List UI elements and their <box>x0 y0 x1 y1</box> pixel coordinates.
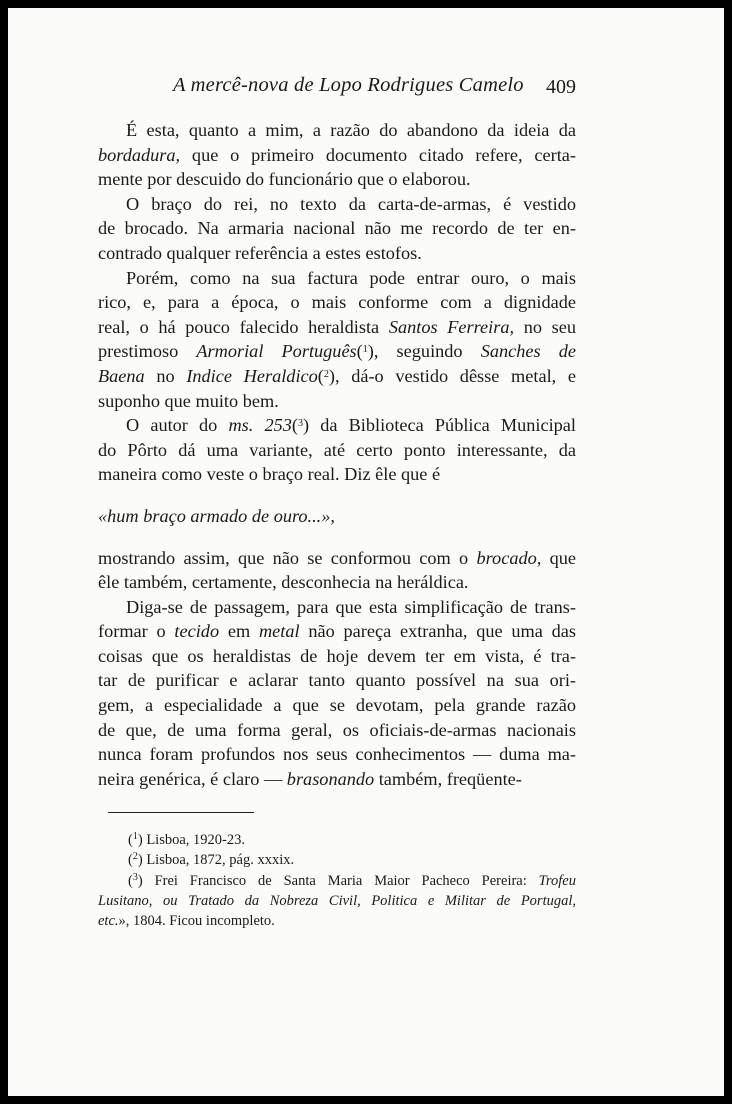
text-run: formar o <box>98 621 175 642</box>
page-number: 409 <box>546 76 576 98</box>
text-line <box>98 462 576 487</box>
footnote-number: 3 <box>298 418 303 430</box>
text-run: », 1804. Ficou incompleto. <box>118 913 275 930</box>
footnote-ref: ($^3$) <box>291 415 310 436</box>
body-text <box>98 118 576 791</box>
text-run: neira genérica, é claro — <box>98 768 287 789</box>
italic-text: brasonando <box>286 768 375 789</box>
text-line <box>98 619 576 644</box>
text-run: O autor do <box>126 415 229 436</box>
italic-text: Baena <box>98 365 145 386</box>
text-run: contrado qualquer referência a estes estofos. <box>98 242 422 263</box>
text-run: também, freqüente- <box>374 768 522 789</box>
text-line <box>98 290 576 315</box>
running-title: A mercê-nova de Lopo Rodrigues Camelo <box>173 74 524 96</box>
text-run: tar de purificar e aclarar tanto quanto possível na sua ori- <box>98 670 576 691</box>
footnote-ref: ($^1$) <box>128 831 143 848</box>
text-run: que <box>541 547 576 568</box>
footnote-line <box>98 911 576 931</box>
text-run: coisas que os heraldistas de hoje devem ter em vista, é tra- <box>98 645 576 666</box>
text-line <box>98 266 576 291</box>
italic-text: bordadura, <box>98 144 181 165</box>
text-run: , dá-o vestido dêsse metal, e <box>334 365 577 386</box>
text-run: nunca foram profundos nos seus conhecimentos — duma ma- <box>98 744 576 765</box>
text-run: da Biblioteca Pública Municipal <box>309 415 576 436</box>
text-run: real, o há pouco falecido heraldista <box>98 316 389 337</box>
text-line <box>98 546 576 571</box>
footnote-rule <box>108 812 254 813</box>
footnote-ref: ($^3$) <box>128 871 143 889</box>
text-line <box>98 241 576 266</box>
text-run: O braço do rei, no texto da carta-de-armas, é vestido <box>126 193 576 214</box>
footnote-ref: ($^2$) <box>317 365 335 386</box>
italic-text: tecido <box>174 621 220 642</box>
paragraph <box>98 118 576 192</box>
italic-text: brocado, <box>476 547 542 568</box>
text-run: em <box>219 621 259 642</box>
text-run: Frei Francisco de Santa Maria Maior Pacheco Pereira: <box>142 872 539 889</box>
text-run: mostrando assim, que não se conformou com o <box>98 547 477 568</box>
paragraph <box>98 546 576 595</box>
text-line <box>98 315 576 340</box>
footnote-number: 2 <box>323 368 329 380</box>
italic-text: ms. 253 <box>228 415 292 436</box>
text-line <box>98 118 576 143</box>
footnote-number: 3 <box>132 871 138 883</box>
text-run: Lisboa, 1920-23. <box>142 832 245 848</box>
text-line <box>98 216 576 241</box>
text-run: de brocado. Na armaria nacional não me recordo de ter en- <box>98 218 576 239</box>
paragraph <box>98 413 576 487</box>
text-run: do Pôrto dá uma variante, até certo ponto interessante, da <box>98 439 576 460</box>
italic-text: Trofeu <box>538 872 576 889</box>
footnote-number: 1 <box>132 831 138 842</box>
text-line <box>98 339 576 364</box>
text-line <box>98 143 576 168</box>
text-line <box>98 742 576 767</box>
text-run: Diga-se de passagem, para que esta simplificação de trans- <box>126 596 576 617</box>
paragraph <box>98 595 576 792</box>
italic-text: etc. <box>98 913 119 930</box>
text-run: de que, de uma forma geral, os oficiais-de-armas nacionais <box>98 719 576 740</box>
text-run: suponho que muito bem. <box>98 390 279 411</box>
footnotes <box>98 830 576 931</box>
text-line <box>98 364 576 389</box>
text-line <box>98 570 576 595</box>
text-run: que o primeiro documento citado refere, certa- <box>180 144 576 165</box>
text-run: , <box>330 505 335 526</box>
footnote-number: 1 <box>362 344 368 356</box>
footnote-ref: ($^2$) <box>128 851 143 869</box>
text-run: maneira como veste o braço real. Diz êle que é <box>98 464 441 485</box>
book-page <box>8 8 724 1096</box>
text-line <box>98 438 576 463</box>
italic-text: Santos Ferreira, <box>388 316 515 337</box>
italic-text: Armorial Português <box>196 341 357 362</box>
text-run: rico, e, para a época, o mais conforme com a dignidade <box>98 292 576 313</box>
text-run: Lisboa, 1872, pág. xxxix. <box>142 852 295 869</box>
paragraph <box>98 192 576 266</box>
text-run: , seguindo <box>373 341 481 362</box>
text-line <box>98 167 576 192</box>
text-line <box>98 767 576 792</box>
text-line <box>98 644 576 669</box>
footnote-line <box>98 850 576 870</box>
text-line <box>98 668 576 693</box>
text-run: gem, a especialidade a que se devotam, pela grande razão <box>98 695 576 716</box>
text-run: prestimoso <box>98 341 197 362</box>
italic-text: Lusitano, ou Tratado da Nobreza Civil, Politica e Militar de Portugal, <box>98 892 576 909</box>
italic-text: Sanches de <box>480 341 576 362</box>
footnote-number: 2 <box>132 851 138 863</box>
text-run: mente por descuido do funcionário que o elaborou. <box>98 169 471 190</box>
text-run: É esta, quanto a mim, a razão do abandono da ideia da <box>126 120 576 140</box>
italic-text: «hum braço armado de ouro...» <box>98 505 331 526</box>
footnote-line <box>98 871 576 891</box>
text-line <box>98 504 576 529</box>
text-line <box>98 595 576 620</box>
text-run: não pareça extranha, que uma das <box>299 621 576 642</box>
paragraph <box>98 266 576 414</box>
italic-text: metal <box>258 621 300 642</box>
text-line <box>98 389 576 414</box>
footnote-line <box>98 891 576 911</box>
footnote-line <box>98 830 576 850</box>
text-run: no <box>144 365 187 386</box>
text-line <box>98 413 576 438</box>
text-line <box>98 192 576 217</box>
text-run: no seu <box>514 316 576 337</box>
block-quote <box>98 504 576 529</box>
text-run: Porém, como na sua factura pode entrar ouro, o mais <box>126 267 576 288</box>
italic-text: Indice Heraldico <box>186 365 318 386</box>
page-header <box>8 74 724 104</box>
text-line <box>98 718 576 743</box>
footnote-ref: ($^1$) <box>356 341 374 362</box>
text-line <box>98 693 576 718</box>
text-run: êle também, certamente, desconhecia na heráldica. <box>98 572 469 593</box>
